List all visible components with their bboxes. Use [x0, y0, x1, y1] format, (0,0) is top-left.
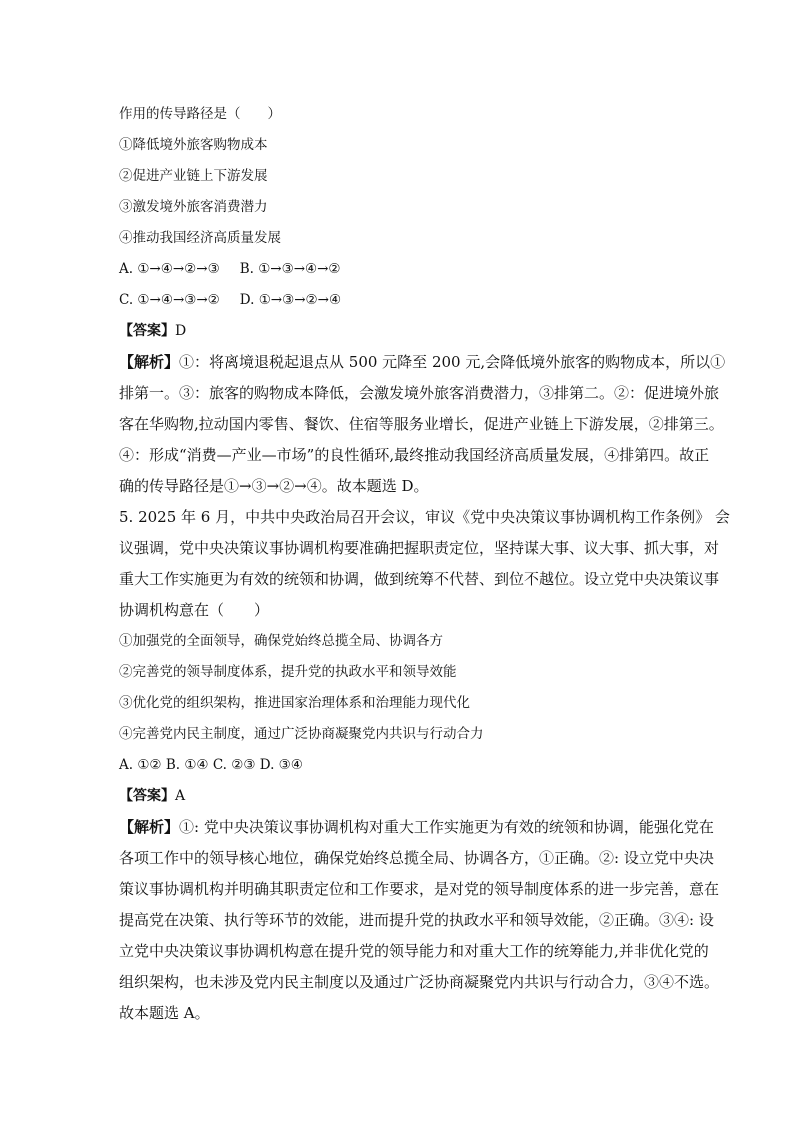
q5-answer	[119, 781, 679, 812]
q5-analysis-line-7: 故本题选 A。	[119, 1004, 210, 1022]
q5-analysis-label: 【解析】	[119, 818, 180, 836]
q5-stem-line-2: 议强调，党中央决策议事协调机构要准确把握职责定位，坚持谋大事、议大事、抓大事，对	[119, 539, 720, 557]
q4-item-1: ①降低境外旅客购物成本	[119, 137, 268, 153]
q4-analysis-line-5: 确的传导路径是①→③→②→④。故本题选 D。	[119, 477, 429, 495]
q4-option-d: D. ①→③→②→④	[239, 292, 342, 308]
q4-analysis	[119, 347, 726, 502]
q4-answer-value: D	[175, 323, 187, 339]
q5-analysis-line-2: 各项工作中的领导核心地位，确保党始终总揽全局、协调各方，①正确。②: 设立党中央决	[119, 849, 714, 867]
q4-analysis-line-1: 【解析】①：将离境退税起退点从 500 元降至 200 元,会降低境外旅客的购物成本，所以①	[119, 353, 726, 371]
q4-stem-tail: 作用的传导路径是（ ）	[119, 106, 281, 122]
question-content	[119, 99, 730, 1029]
q5-analysis-line-5: 立党中央决策议事协调机构意在提升党的领导能力和对重大工作的统筹能力,并非优化党的	[119, 942, 709, 960]
q4-analysis-line-4: ④：形成“消费—产业—市场”的良性循环,最终推动我国经济高质量发展，④排第四。故正	[119, 446, 710, 464]
q5-item-1: ①加强党的全面领导，确保党始终总揽全局、协调各方	[119, 633, 443, 649]
q5-stem	[119, 502, 730, 626]
q5-analysis-line-3: 策议事协调机构并明确其职责定位和工作要求，是对党的领导制度体系的进一步完善，意在	[119, 880, 720, 898]
q4-analysis-line-3: 客在华购物,拉动国内零售、餐饮、住宿等服务业增长，促进产业链上下游发展，②排第三。	[119, 415, 724, 433]
q5-item-4: ④完善党内民主制度，通过广泛协商凝聚党内共识与行动合力	[119, 726, 484, 742]
q5-options: A. ①② B. ①④ C. ②③ D. ③④	[119, 757, 303, 773]
q4-options-row-1	[119, 254, 679, 285]
q4-option-c: C. ①→④→③→②	[119, 292, 220, 308]
q5-stem-line-4: 协调机构意在（ ）	[119, 601, 270, 619]
q5-analysis-line-4: 提高党在决策、执行等环节的效能，进而提升党的执政水平和领导效能，②正确。③④: 设	[119, 911, 714, 929]
q5-stem-line-1: 5. 2025 年 6 月，中共中央政治局召开会议，审议《党中央决策议事协调机构工作条例》 会	[119, 508, 730, 526]
q4-item-2: ②促进产业链上下游发展	[119, 168, 268, 184]
q5-analysis	[119, 812, 720, 1029]
q4-option-b: B. ①→③→④→②	[239, 261, 341, 277]
q5-answer-value: A	[175, 788, 186, 804]
q4-analysis-label: 【解析】	[119, 353, 180, 371]
q4-analysis-line-2: 排第一。③：旅客的购物成本降低，会激发境外旅客消费潜力，③排第二。②：促进境外旅	[119, 384, 720, 402]
q4-answer	[119, 316, 679, 347]
q4-item-4: ④推动我国经济高质量发展	[119, 230, 281, 246]
q5-answer-label: 【答案】	[119, 788, 175, 804]
q4-answer-label: 【答案】	[119, 323, 175, 339]
q5-item-2: ②完善党的领导制度体系，提升党的执政水平和领导效能	[119, 664, 457, 680]
q4-options-row-2	[119, 285, 679, 316]
q5-stem-line-3: 重大工作实施更为有效的统领和协调，做到统筹不代替、到位不越位。设立党中央决策议事	[119, 570, 720, 588]
q4-item-3: ③激发境外旅客消费潜力	[119, 199, 268, 215]
q4-option-a: A. ①→④→②→③	[119, 261, 220, 277]
q5-analysis-line-1: 【解析】①: 党中央决策议事协调机构对重大工作实施更为有效的统领和协调，能强化党在	[119, 818, 714, 836]
q5-item-3: ③优化党的组织架构，推进国家治理体系和治理能力现代化	[119, 695, 470, 711]
q5-analysis-line-6: 组织架构，也未涉及党内民主制度以及通过广泛协商凝聚党内共识与行动合力，③④不选。	[119, 973, 720, 991]
